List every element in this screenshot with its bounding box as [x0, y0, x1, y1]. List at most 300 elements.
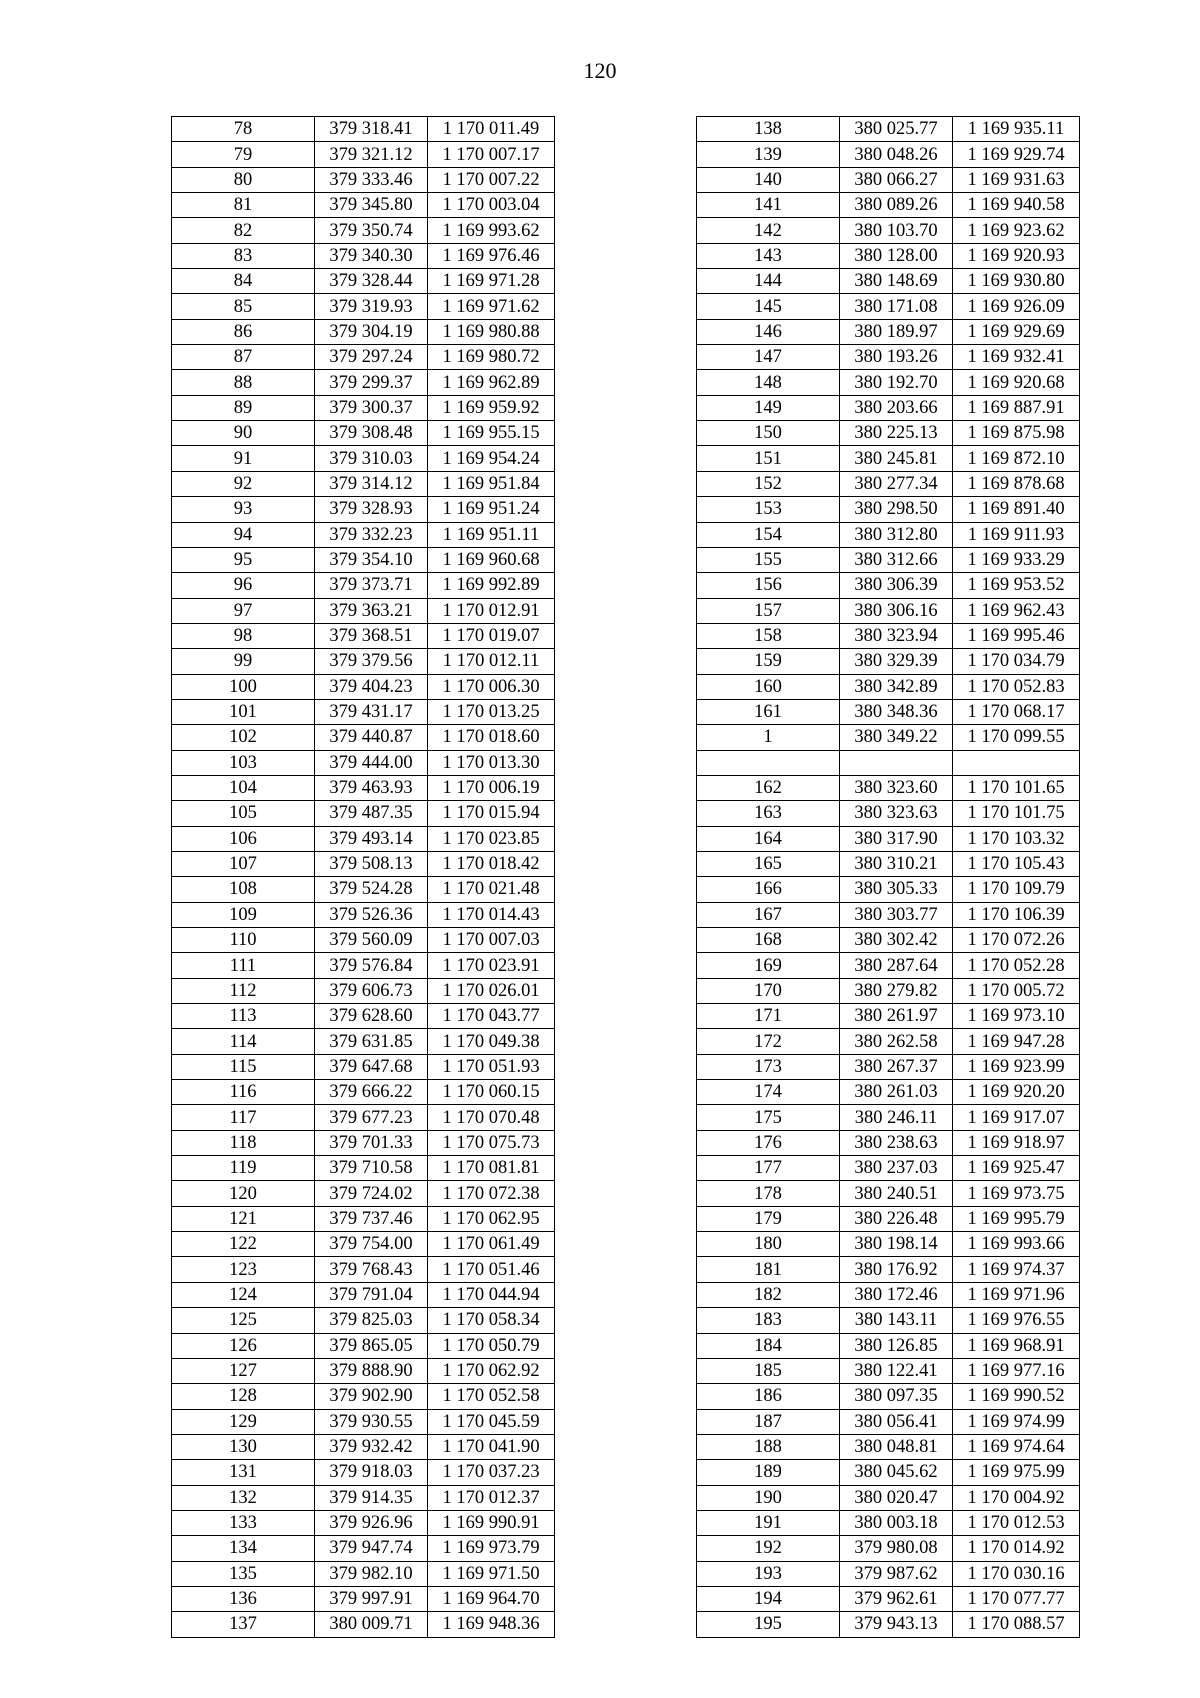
table-row [172, 1586, 555, 1611]
table-row [697, 370, 1080, 395]
point-number-cell: 154 [697, 522, 840, 547]
table-row [697, 1282, 1080, 1307]
table-row [172, 928, 555, 953]
table-row [697, 1181, 1080, 1206]
table-row [697, 1257, 1080, 1282]
point-number-cell: 178 [697, 1181, 840, 1206]
y-coordinate-cell: 1 170 026.01 [428, 978, 555, 1003]
x-coordinate-cell: 380 048.81 [840, 1434, 953, 1459]
y-coordinate-cell: 1 169 917.07 [953, 1105, 1080, 1130]
x-coordinate-cell: 379 308.48 [315, 421, 428, 446]
y-coordinate-cell: 1 169 891.40 [953, 497, 1080, 522]
point-number-cell: 189 [697, 1460, 840, 1485]
x-coordinate-cell: 380 045.62 [840, 1460, 953, 1485]
point-number-cell: 142 [697, 218, 840, 243]
x-coordinate-cell: 379 508.13 [315, 851, 428, 876]
point-number-cell: 190 [697, 1485, 840, 1510]
y-coordinate-cell: 1 170 014.92 [953, 1536, 1080, 1561]
table-row [172, 345, 555, 370]
x-coordinate-cell: 379 310.03 [315, 446, 428, 471]
point-number-cell: 134 [172, 1536, 315, 1561]
x-coordinate-cell: 380 225.13 [840, 421, 953, 446]
table-row [697, 1434, 1080, 1459]
x-coordinate-cell: 379 304.19 [315, 319, 428, 344]
x-coordinate-cell: 379 737.46 [315, 1206, 428, 1231]
point-number-cell: 151 [697, 446, 840, 471]
y-coordinate-cell: 1 170 007.22 [428, 167, 555, 192]
point-number-cell: 97 [172, 598, 315, 623]
y-coordinate-cell: 1 170 037.23 [428, 1460, 555, 1485]
point-number-cell: 166 [697, 877, 840, 902]
x-coordinate-cell: 380 317.90 [840, 826, 953, 851]
x-coordinate-cell: 380 279.82 [840, 978, 953, 1003]
point-number-cell: 186 [697, 1384, 840, 1409]
point-number-cell: 101 [172, 699, 315, 724]
y-coordinate-cell: 1 170 007.17 [428, 142, 555, 167]
table-row [697, 1409, 1080, 1434]
table-row [172, 750, 555, 775]
point-number-cell: 87 [172, 345, 315, 370]
x-coordinate-cell: 379 576.84 [315, 953, 428, 978]
y-coordinate-cell: 1 170 062.95 [428, 1206, 555, 1231]
x-coordinate-cell: 380 261.03 [840, 1080, 953, 1105]
y-coordinate-cell: 1 169 940.58 [953, 193, 1080, 218]
x-coordinate-cell: 380 198.14 [840, 1232, 953, 1257]
point-number-cell: 110 [172, 928, 315, 953]
y-coordinate-cell: 1 170 030.16 [953, 1561, 1080, 1586]
x-coordinate-cell: 379 524.28 [315, 877, 428, 902]
table-row [172, 1384, 555, 1409]
x-coordinate-cell: 379 666.22 [315, 1080, 428, 1105]
x-coordinate-cell: 379 865.05 [315, 1333, 428, 1358]
table-row [697, 1460, 1080, 1485]
point-number-cell: 1 [697, 725, 840, 750]
x-coordinate-cell: 379 724.02 [315, 1181, 428, 1206]
y-coordinate-cell: 1 169 923.62 [953, 218, 1080, 243]
x-coordinate-cell: 380 176.92 [840, 1257, 953, 1282]
x-coordinate-cell: 380 306.39 [840, 573, 953, 598]
point-number-cell: 92 [172, 471, 315, 496]
x-coordinate-cell: 379 350.74 [315, 218, 428, 243]
table-row [172, 623, 555, 648]
x-coordinate-cell: 379 318.41 [315, 117, 428, 142]
x-coordinate-cell: 379 328.44 [315, 269, 428, 294]
y-coordinate-cell: 1 169 974.37 [953, 1257, 1080, 1282]
coordinates-table-left [171, 116, 555, 1638]
table-row [172, 218, 555, 243]
table-row [172, 319, 555, 344]
y-coordinate-cell: 1 169 932.41 [953, 345, 1080, 370]
x-coordinate-cell: 380 128.00 [840, 243, 953, 268]
x-coordinate-cell: 379 493.14 [315, 826, 428, 851]
point-number-cell: 181 [697, 1257, 840, 1282]
table-row [172, 1485, 555, 1510]
x-coordinate-cell: 379 980.08 [840, 1536, 953, 1561]
y-coordinate-cell: 1 169 993.66 [953, 1232, 1080, 1257]
point-number-cell: 118 [172, 1130, 315, 1155]
table-row [697, 446, 1080, 471]
x-coordinate-cell: 379 340.30 [315, 243, 428, 268]
y-coordinate-cell: 1 169 964.70 [428, 1586, 555, 1611]
y-coordinate-cell: 1 169 971.96 [953, 1282, 1080, 1307]
y-coordinate-cell: 1 169 920.93 [953, 243, 1080, 268]
y-coordinate-cell: 1 170 081.81 [428, 1156, 555, 1181]
table-row [172, 1156, 555, 1181]
y-coordinate-cell: 1 170 041.90 [428, 1434, 555, 1459]
point-number-cell: 147 [697, 345, 840, 370]
x-coordinate-cell: 380 342.89 [840, 674, 953, 699]
table-row [697, 471, 1080, 496]
y-coordinate-cell: 1 170 006.30 [428, 674, 555, 699]
x-coordinate-cell: 379 754.00 [315, 1232, 428, 1257]
x-coordinate-cell: 379 300.37 [315, 395, 428, 420]
point-number-cell: 148 [697, 370, 840, 395]
table-row [697, 395, 1080, 420]
table-row [172, 1434, 555, 1459]
x-coordinate-cell: 380 298.50 [840, 497, 953, 522]
x-coordinate-cell: 380 066.27 [840, 167, 953, 192]
y-coordinate-cell: 1 170 105.43 [953, 851, 1080, 876]
point-number-cell: 173 [697, 1054, 840, 1079]
x-coordinate-cell: 380 323.60 [840, 775, 953, 800]
point-number-cell: 180 [697, 1232, 840, 1257]
point-number-cell: 98 [172, 623, 315, 648]
point-number-cell: 183 [697, 1308, 840, 1333]
y-coordinate-cell: 1 169 971.62 [428, 294, 555, 319]
x-coordinate-cell: 379 768.43 [315, 1257, 428, 1282]
point-number-cell: 153 [697, 497, 840, 522]
y-coordinate-cell: 1 169 962.43 [953, 598, 1080, 623]
table-row [172, 1409, 555, 1434]
x-coordinate-cell: 380 148.69 [840, 269, 953, 294]
point-number-cell: 94 [172, 522, 315, 547]
x-coordinate-cell: 380 189.97 [840, 319, 953, 344]
y-coordinate-cell: 1 170 050.79 [428, 1333, 555, 1358]
x-coordinate-cell: 379 444.00 [315, 750, 428, 775]
table-row [172, 902, 555, 927]
x-coordinate-cell: 380 245.81 [840, 446, 953, 471]
x-coordinate-cell: 379 373.71 [315, 573, 428, 598]
point-number-cell: 195 [697, 1612, 840, 1637]
x-coordinate-cell: 380 020.47 [840, 1485, 953, 1510]
point-number-cell: 163 [697, 801, 840, 826]
y-coordinate-cell: 1 170 012.37 [428, 1485, 555, 1510]
point-number-cell: 139 [697, 142, 840, 167]
y-coordinate-cell: 1 170 006.19 [428, 775, 555, 800]
point-number-cell: 126 [172, 1333, 315, 1358]
y-coordinate-cell: 1 169 973.79 [428, 1536, 555, 1561]
x-coordinate-cell: 380 103.70 [840, 218, 953, 243]
y-coordinate-cell: 1 170 072.26 [953, 928, 1080, 953]
x-coordinate-cell: 380 009.71 [315, 1612, 428, 1637]
x-coordinate-cell: 379 321.12 [315, 142, 428, 167]
x-coordinate-cell: 380 262.58 [840, 1029, 953, 1054]
table-row [697, 1333, 1080, 1358]
y-coordinate-cell: 1 170 015.94 [428, 801, 555, 826]
table-row [172, 674, 555, 699]
table-row [172, 1333, 555, 1358]
y-coordinate-cell: 1 169 992.89 [428, 573, 555, 598]
point-number-cell: 123 [172, 1257, 315, 1282]
y-coordinate-cell: 1 170 011.49 [428, 117, 555, 142]
x-coordinate-cell: 380 226.48 [840, 1206, 953, 1231]
y-coordinate-cell: 1 170 045.59 [428, 1409, 555, 1434]
point-number-cell: 83 [172, 243, 315, 268]
table-row [172, 649, 555, 674]
x-coordinate-cell: 380 329.39 [840, 649, 953, 674]
y-coordinate-cell: 1 169 990.91 [428, 1510, 555, 1535]
y-coordinate-cell: 1 170 005.72 [953, 978, 1080, 1003]
point-number-cell: 188 [697, 1434, 840, 1459]
x-coordinate-cell: 379 319.93 [315, 294, 428, 319]
y-coordinate-cell: 1 170 075.73 [428, 1130, 555, 1155]
table-row [697, 674, 1080, 699]
y-coordinate-cell: 1 169 976.46 [428, 243, 555, 268]
table-row [172, 1612, 555, 1637]
y-coordinate-cell: 1 169 920.20 [953, 1080, 1080, 1105]
y-coordinate-cell: 1 170 052.58 [428, 1384, 555, 1409]
y-coordinate-cell: 1 170 018.42 [428, 851, 555, 876]
table-row [172, 1105, 555, 1130]
point-number-cell: 129 [172, 1409, 315, 1434]
y-coordinate-cell: 1 170 021.48 [428, 877, 555, 902]
point-number-cell: 122 [172, 1232, 315, 1257]
point-number-cell: 187 [697, 1409, 840, 1434]
table-row [172, 598, 555, 623]
point-number-cell: 90 [172, 421, 315, 446]
y-coordinate-cell: 1 170 051.46 [428, 1257, 555, 1282]
point-number-cell: 155 [697, 547, 840, 572]
point-number-cell: 141 [697, 193, 840, 218]
x-coordinate-cell: 379 997.91 [315, 1586, 428, 1611]
y-coordinate-cell: 1 169 931.63 [953, 167, 1080, 192]
point-number-cell: 104 [172, 775, 315, 800]
y-coordinate-cell: 1 169 911.93 [953, 522, 1080, 547]
table-row [172, 547, 555, 572]
table-row [172, 775, 555, 800]
table-row [172, 725, 555, 750]
point-number-cell: 160 [697, 674, 840, 699]
x-coordinate-cell: 379 918.03 [315, 1460, 428, 1485]
table-row [697, 1080, 1080, 1105]
point-number-cell: 140 [697, 167, 840, 192]
table-row [697, 1156, 1080, 1181]
table-row [697, 826, 1080, 851]
x-coordinate-cell: 380 305.33 [840, 877, 953, 902]
point-number-cell: 79 [172, 142, 315, 167]
table-row [697, 1384, 1080, 1409]
point-number-cell: 174 [697, 1080, 840, 1105]
table-row [172, 978, 555, 1003]
point-number-cell: 108 [172, 877, 315, 902]
x-coordinate-cell: 379 710.58 [315, 1156, 428, 1181]
point-number-cell: 143 [697, 243, 840, 268]
table-row [172, 1308, 555, 1333]
table-row [172, 446, 555, 471]
table-row [172, 1358, 555, 1383]
table-row [697, 801, 1080, 826]
x-coordinate-cell: 379 947.74 [315, 1536, 428, 1561]
point-number-cell: 116 [172, 1080, 315, 1105]
table-row [172, 1561, 555, 1586]
point-number-cell: 136 [172, 1586, 315, 1611]
table-row [172, 294, 555, 319]
point-number-cell: 150 [697, 421, 840, 446]
y-coordinate-cell: 1 169 926.09 [953, 294, 1080, 319]
table-row [697, 1105, 1080, 1130]
y-coordinate-cell: 1 170 018.60 [428, 725, 555, 750]
y-coordinate-cell: 1 169 976.55 [953, 1308, 1080, 1333]
point-number-cell: 175 [697, 1105, 840, 1130]
y-coordinate-cell: 1 170 052.28 [953, 953, 1080, 978]
point-number-cell: 111 [172, 953, 315, 978]
x-coordinate-cell: 380 323.63 [840, 801, 953, 826]
table-row [172, 1510, 555, 1535]
table-row [172, 1130, 555, 1155]
x-coordinate-cell: 379 404.23 [315, 674, 428, 699]
point-number-cell: 100 [172, 674, 315, 699]
table-row [697, 142, 1080, 167]
y-coordinate-cell: 1 170 060.15 [428, 1080, 555, 1105]
point-number-cell: 80 [172, 167, 315, 192]
point-number-cell: 149 [697, 395, 840, 420]
x-coordinate-cell: 380 312.66 [840, 547, 953, 572]
table-row [697, 573, 1080, 598]
table-row [697, 522, 1080, 547]
x-coordinate-cell: 379 914.35 [315, 1485, 428, 1510]
x-coordinate-cell: 380 056.41 [840, 1409, 953, 1434]
y-coordinate-cell: 1 170 012.11 [428, 649, 555, 674]
x-coordinate-cell: 379 606.73 [315, 978, 428, 1003]
y-coordinate-cell: 1 169 933.29 [953, 547, 1080, 572]
point-number-cell: 131 [172, 1460, 315, 1485]
table-row [697, 294, 1080, 319]
y-coordinate-cell: 1 169 973.10 [953, 1004, 1080, 1029]
y-coordinate-cell: 1 170 101.75 [953, 801, 1080, 826]
y-coordinate-cell: 1 169 948.36 [428, 1612, 555, 1637]
y-coordinate-cell: 1 170 013.25 [428, 699, 555, 724]
table-row [172, 1460, 555, 1485]
x-coordinate-cell: 379 982.10 [315, 1561, 428, 1586]
point-number-cell: 128 [172, 1384, 315, 1409]
point-number-cell: 179 [697, 1206, 840, 1231]
table-row [697, 1206, 1080, 1231]
point-number-cell: 121 [172, 1206, 315, 1231]
table-row [697, 953, 1080, 978]
table-row [697, 1308, 1080, 1333]
x-coordinate-cell: 380 349.22 [840, 725, 953, 750]
y-coordinate-cell: 1 170 012.53 [953, 1510, 1080, 1535]
point-number-cell: 185 [697, 1358, 840, 1383]
table-row [697, 978, 1080, 1003]
x-coordinate-cell: 380 171.08 [840, 294, 953, 319]
x-coordinate-cell: 379 333.46 [315, 167, 428, 192]
y-coordinate-cell: 1 169 960.68 [428, 547, 555, 572]
x-coordinate-cell: 380 003.18 [840, 1510, 953, 1535]
table-row [172, 953, 555, 978]
y-coordinate-cell: 1 170 019.07 [428, 623, 555, 648]
x-coordinate-cell: 380 240.51 [840, 1181, 953, 1206]
x-coordinate-cell: 379 379.56 [315, 649, 428, 674]
y-coordinate-cell: 1 170 034.79 [953, 649, 1080, 674]
y-coordinate-cell: 1 169 995.79 [953, 1206, 1080, 1231]
x-coordinate-cell: 379 297.24 [315, 345, 428, 370]
point-number-cell: 86 [172, 319, 315, 344]
x-coordinate-cell: 380 192.70 [840, 370, 953, 395]
y-coordinate-cell: 1 169 971.28 [428, 269, 555, 294]
y-coordinate-cell: 1 170 068.17 [953, 699, 1080, 724]
y-coordinate-cell: 1 170 088.57 [953, 1612, 1080, 1637]
y-coordinate-cell: 1 169 977.16 [953, 1358, 1080, 1383]
table-row [697, 1054, 1080, 1079]
x-coordinate-cell: 380 122.41 [840, 1358, 953, 1383]
table-row [172, 193, 555, 218]
table-row [172, 1257, 555, 1282]
point-number-cell: 152 [697, 471, 840, 496]
x-coordinate-cell: 380 348.36 [840, 699, 953, 724]
point-number-cell: 167 [697, 902, 840, 927]
table-row [172, 1536, 555, 1561]
table-row [172, 1004, 555, 1029]
y-coordinate-cell: 1 170 077.77 [953, 1586, 1080, 1611]
point-number-cell: 135 [172, 1561, 315, 1586]
table-row [697, 623, 1080, 648]
x-coordinate-cell: 379 560.09 [315, 928, 428, 953]
y-coordinate-cell: 1 170 051.93 [428, 1054, 555, 1079]
table-row [697, 269, 1080, 294]
x-coordinate-cell: 379 299.37 [315, 370, 428, 395]
x-coordinate-cell: 379 345.80 [315, 193, 428, 218]
x-coordinate-cell: 380 089.26 [840, 193, 953, 218]
table-row [172, 699, 555, 724]
x-coordinate-cell: 379 314.12 [315, 471, 428, 496]
table-row [697, 1029, 1080, 1054]
table-row [172, 421, 555, 446]
point-number-cell: 194 [697, 1586, 840, 1611]
table-row [172, 573, 555, 598]
y-coordinate-cell: 1 169 993.62 [428, 218, 555, 243]
y-coordinate-cell: 1 169 953.52 [953, 573, 1080, 598]
y-coordinate-cell: 1 169 968.91 [953, 1333, 1080, 1358]
y-coordinate-cell: 1 169 951.84 [428, 471, 555, 496]
point-number-cell: 119 [172, 1156, 315, 1181]
table-row [697, 1536, 1080, 1561]
x-coordinate-cell: 380 310.21 [840, 851, 953, 876]
x-coordinate-cell: 379 328.93 [315, 497, 428, 522]
y-coordinate-cell: 1 170 052.83 [953, 674, 1080, 699]
table-row [172, 1232, 555, 1257]
point-number-cell: 130 [172, 1434, 315, 1459]
x-coordinate-cell: 380 287.64 [840, 953, 953, 978]
x-coordinate-cell: 379 932.42 [315, 1434, 428, 1459]
point-number-cell: 168 [697, 928, 840, 953]
table-row [697, 1586, 1080, 1611]
y-coordinate-cell: 1 170 062.92 [428, 1358, 555, 1383]
point-number-cell: 192 [697, 1536, 840, 1561]
point-number-cell: 105 [172, 801, 315, 826]
point-number-cell: 182 [697, 1282, 840, 1307]
x-coordinate-cell: 379 431.17 [315, 699, 428, 724]
point-number-cell [697, 750, 840, 775]
table-row [172, 142, 555, 167]
point-number-cell: 96 [172, 573, 315, 598]
point-number-cell: 106 [172, 826, 315, 851]
table-row [172, 167, 555, 192]
y-coordinate-cell: 1 170 004.92 [953, 1485, 1080, 1510]
point-number-cell: 146 [697, 319, 840, 344]
table-row [697, 775, 1080, 800]
point-number-cell: 125 [172, 1308, 315, 1333]
